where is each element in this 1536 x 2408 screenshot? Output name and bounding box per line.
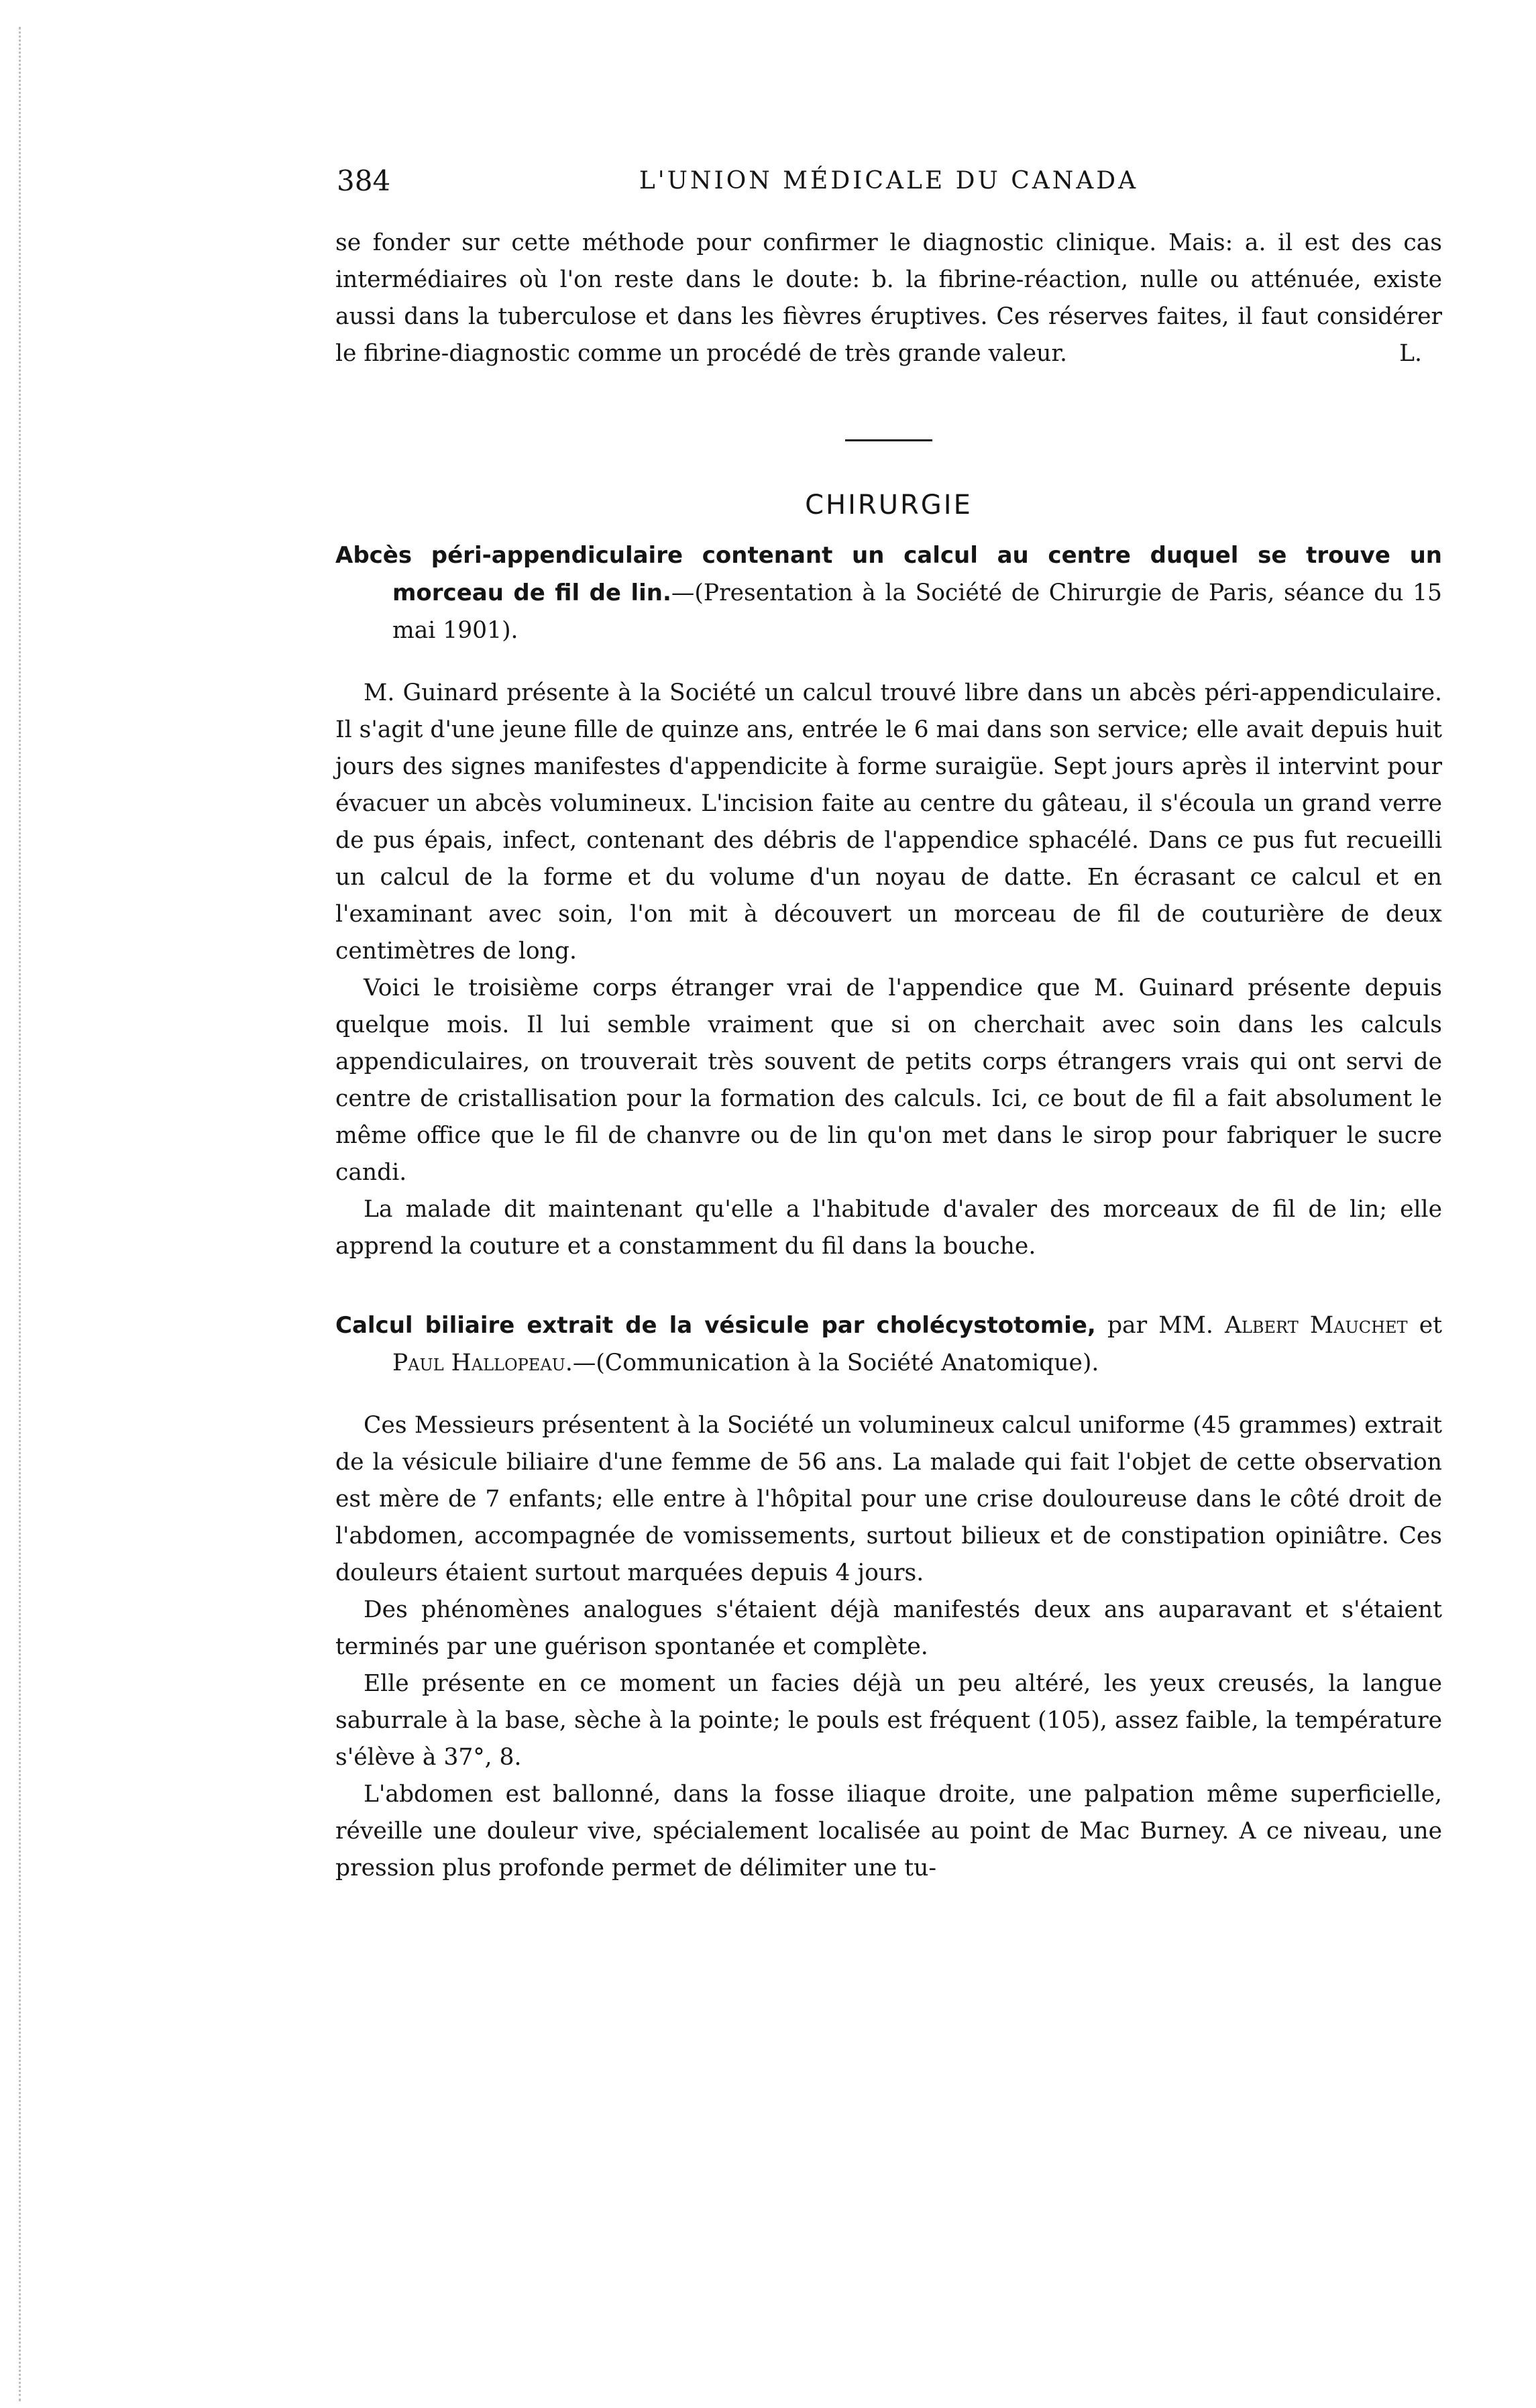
article2-paragraph-4: L'abdomen est ballonné, dans la fosse iliaque droite, une palpation même superficielle, réveille une douleur vive, spécialement localisée au point de Mac Burney. A ce niveau, une pression plus profonde permet de délimiter une tu- <box>335 1781 1442 1881</box>
page <box>335 164 1442 1887</box>
article1-source: —(Presentation à la Société de Chirurgie de Paris, séance du 15 mai 1901). <box>392 580 1443 644</box>
spacer <box>335 1265 1442 1307</box>
running-title: L'UNION MÉDICALE DU CANADA <box>639 167 1139 195</box>
article2-paragraph-3: Elle présente en ce moment un facies déjà un peu altéré, les yeux creusés, la langue saburrale à la base, sèche à la pointe; le pouls est fréquent (105), assez faible, la température s'élève à 37°, 8. <box>335 1670 1442 1771</box>
page-number: 384 <box>337 164 391 197</box>
article2-and: et <box>1407 1312 1442 1339</box>
article2-author-2: Paul Hallopeau <box>392 1350 565 1376</box>
article2-source: .—(Communication à la Société Anatomique). <box>565 1350 1099 1376</box>
article1-title: Abcès péri-appendiculaire contenant un calcul au centre duquel se trouve un morceau de fil de lin. <box>335 542 1442 606</box>
intro-paragraph: se fonder sur cette méthode pour confirmer le diagnostic clinique. Mais: a. il est des cas intermédiaires où l'on reste dans le doute: b. la fibrine-réaction, nulle ou atténuée, existe aussi dans la tuberculose et dans les fièvres éruptives. Ces réserves faites, il faut considérer le fibrine-diagnostic comme un procédé de très grande valeur. <box>335 229 1442 367</box>
section-divider <box>845 439 932 441</box>
article1-paragraph-2: Voici le troisième corps étranger vrai de l'appendice que M. Guinard présente depuis quelque mois. Il lui semble vraiment que si on cherchait avec soin dans les calculs appendiculaires, on trouverait très souvent de petits corps étrangers vrais qui ont servi de centre de cristallisation pour la formation des calculs. Ici, ce bout de fil a fait absolument le même office que le fil de chanvre ou de lin qu'on met dans le sirop pour fabriquer le sucre candi. <box>335 975 1442 1186</box>
article1-heading <box>335 537 1442 649</box>
intro-signature: L. <box>1399 340 1422 367</box>
article2-paragraph-1: Ces Messieurs présentent à la Société un volumineux calcul uniforme (45 grammes) extrait de la vésicule biliaire d'une femme de 56 ans. La malade qui fait l'objet de cette observation est mère de 7 enfants; elle entre à l'hôpital pour une crise douloureuse dans le côté droit de l'abdomen, accompagnée de vomissements, surtout bilieux et de constipation opiniâtre. Ces douleurs étaient surtout marquées depuis 4 jours. <box>335 1412 1442 1586</box>
article2-title: Calcul biliaire extrait de la vésicule par cholécystotomie, <box>335 1312 1096 1339</box>
article1-paragraph-1: M. Guinard présente à la Société un calcul trouvé libre dans un abcès péri-appendiculaire. Il s'agit d'une jeune fille de quinze ans, entrée le 6 mai dans son service; elle avait depuis huit jours des signes manifestes d'appendicite à forme suraigüe. Sept jours après il intervint pour évacuer un abcès volumineux. L'incision faite au centre du gâteau, il s'écoula un grand verre de pus épais, infect, contenant des débris de l'appendice sphacélé. Dans ce pus fut recueilli un calcul de la forme et du volume d'un noyau de datte. En écrasant ce calcul et en l'examinant avec soin, l'on mit à découvert un morceau de fil de couturière de deux centimètres de long. <box>335 679 1442 965</box>
article2-by: par MM. <box>1095 1312 1225 1339</box>
page-header <box>335 164 1442 225</box>
article2-paragraph-2: Des phénomènes analogues s'étaient déjà manifestés deux ans auparavant et s'étaient terminés par une guérison spontanée et complète. <box>335 1596 1442 1660</box>
page-edge-artifact <box>19 27 25 2401</box>
article2-author-1: Albert Mauchet <box>1225 1312 1408 1339</box>
section-title: CHIRURGIE <box>805 490 973 521</box>
article1-paragraph-3: La malade dit maintenant qu'elle a l'habitude d'avaler des morceaux de fil de lin; elle apprend la couture et a constamment du fil dans la bouche. <box>335 1196 1442 1260</box>
article2-heading <box>335 1307 1442 1382</box>
